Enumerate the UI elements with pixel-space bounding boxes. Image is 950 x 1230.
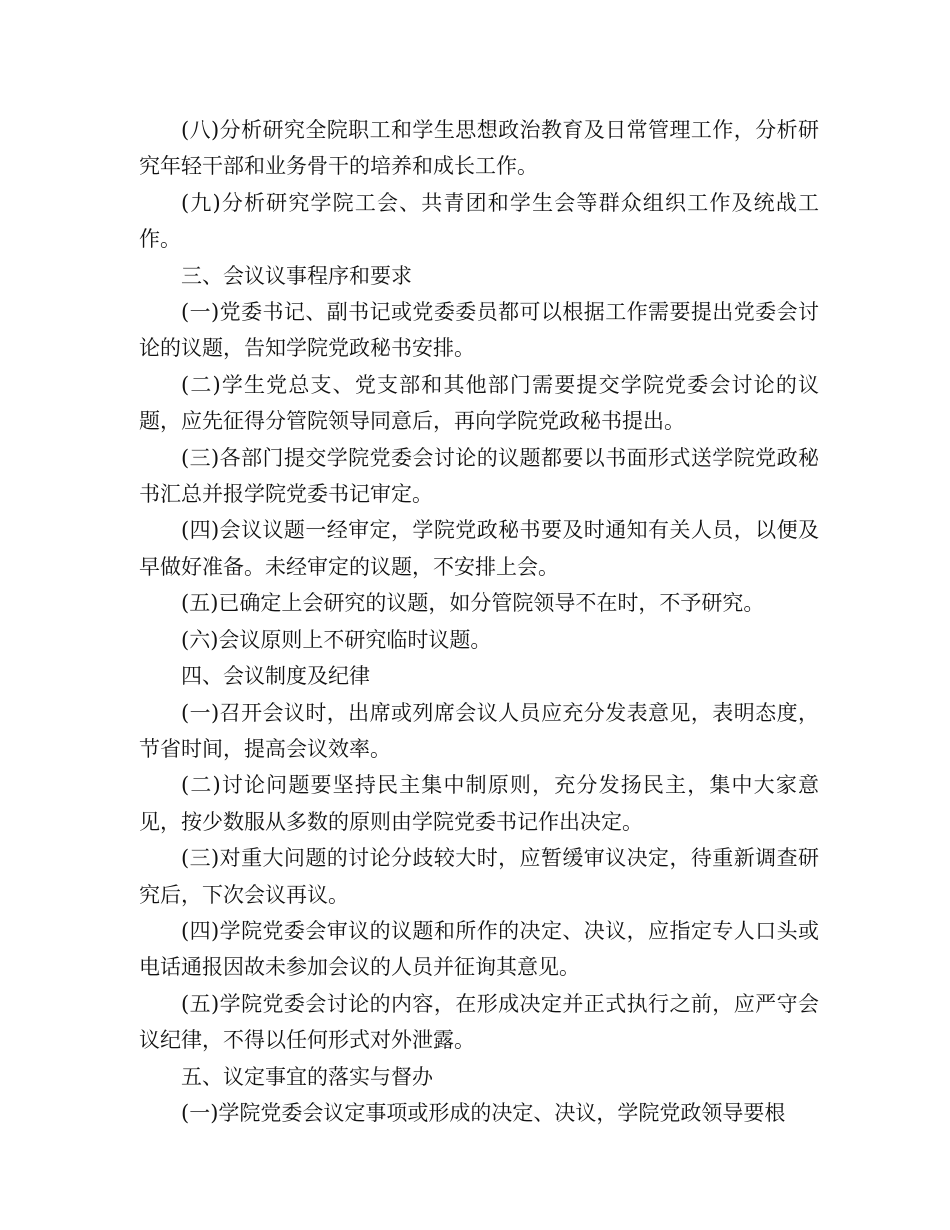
- paragraph-4-3: (三)对重大问题的讨论分歧较大时，应暂缓审议决定，待重新调查研究后，下次会议再议。: [139, 846, 819, 907]
- paragraph-4-5: (五)学院党委会讨论的内容，在形成决定并正式执行之前，应严守会议纪律，不得以任何形式对外泄露。: [139, 991, 819, 1053]
- section-heading-4: 四、会议制度及纪律: [181, 664, 370, 689]
- paragraph-3-2: (二)学生党总支、党支部和其他部门需要提交学院党委会讨论的议题，应先征得分管院领导同意后，再向学院党政秘书提出。: [139, 372, 819, 434]
- document-body: [139, 112, 819, 1131]
- paragraph-3-6: (六)会议原则上不研究临时议题。: [181, 627, 492, 652]
- paragraph-4-4: (四)学院党委会审议的议题和所作的决定、决议，应指定专人口头或电话通报因故未参加会议的人员并征询其意见。: [139, 918, 819, 980]
- paragraph-3-4: (四)会议议题一经审定，学院党政秘书要及时通知有关人员，以便及早做好准备。未经审定的议题，不安排上会。: [139, 518, 819, 579]
- paragraph-3-5: (五)已确定上会研究的议题，如分管院领导不在时，不予研究。: [181, 591, 765, 616]
- paragraph-3-1: (一)党委书记、副书记或党委委员都可以根据工作需要提出党委会讨论的议题，告知学院党政秘书安排。: [139, 300, 819, 361]
- paragraph-item-9: (九)分析研究学院工会、共青团和学生会等群众组织工作及统战工作。: [139, 190, 819, 252]
- paragraph-5-1: (一)学院党委会议定事项或形成的决定、决议，学院党政领导要根: [181, 1100, 786, 1125]
- paragraph-item-8: (八)分析研究全院职工和学生思想政治教育及日常管理工作，分析研究年轻干部和业务骨干的培养和成长工作。: [139, 118, 819, 179]
- section-heading-5: 五、议定事宜的落实与督办: [181, 1064, 433, 1089]
- paragraph-3-3: (三)各部门提交学院党委会讨论的议题都要以书面形式送学院党政秘书汇总并报学院党委书记审定。: [139, 445, 819, 507]
- paragraph-4-2: (二)讨论问题要坚持民主集中制原则，充分发扬民主，集中大家意见，按少数服从多数的原则由学院党委书记作出决定。: [139, 773, 819, 834]
- paragraph-4-1: (一)召开会议时，出席或列席会议人员应充分发表意见，表明态度，节省时间，提高会议效率。: [139, 700, 819, 761]
- section-heading-3: 三、会议议事程序和要求: [181, 263, 412, 288]
